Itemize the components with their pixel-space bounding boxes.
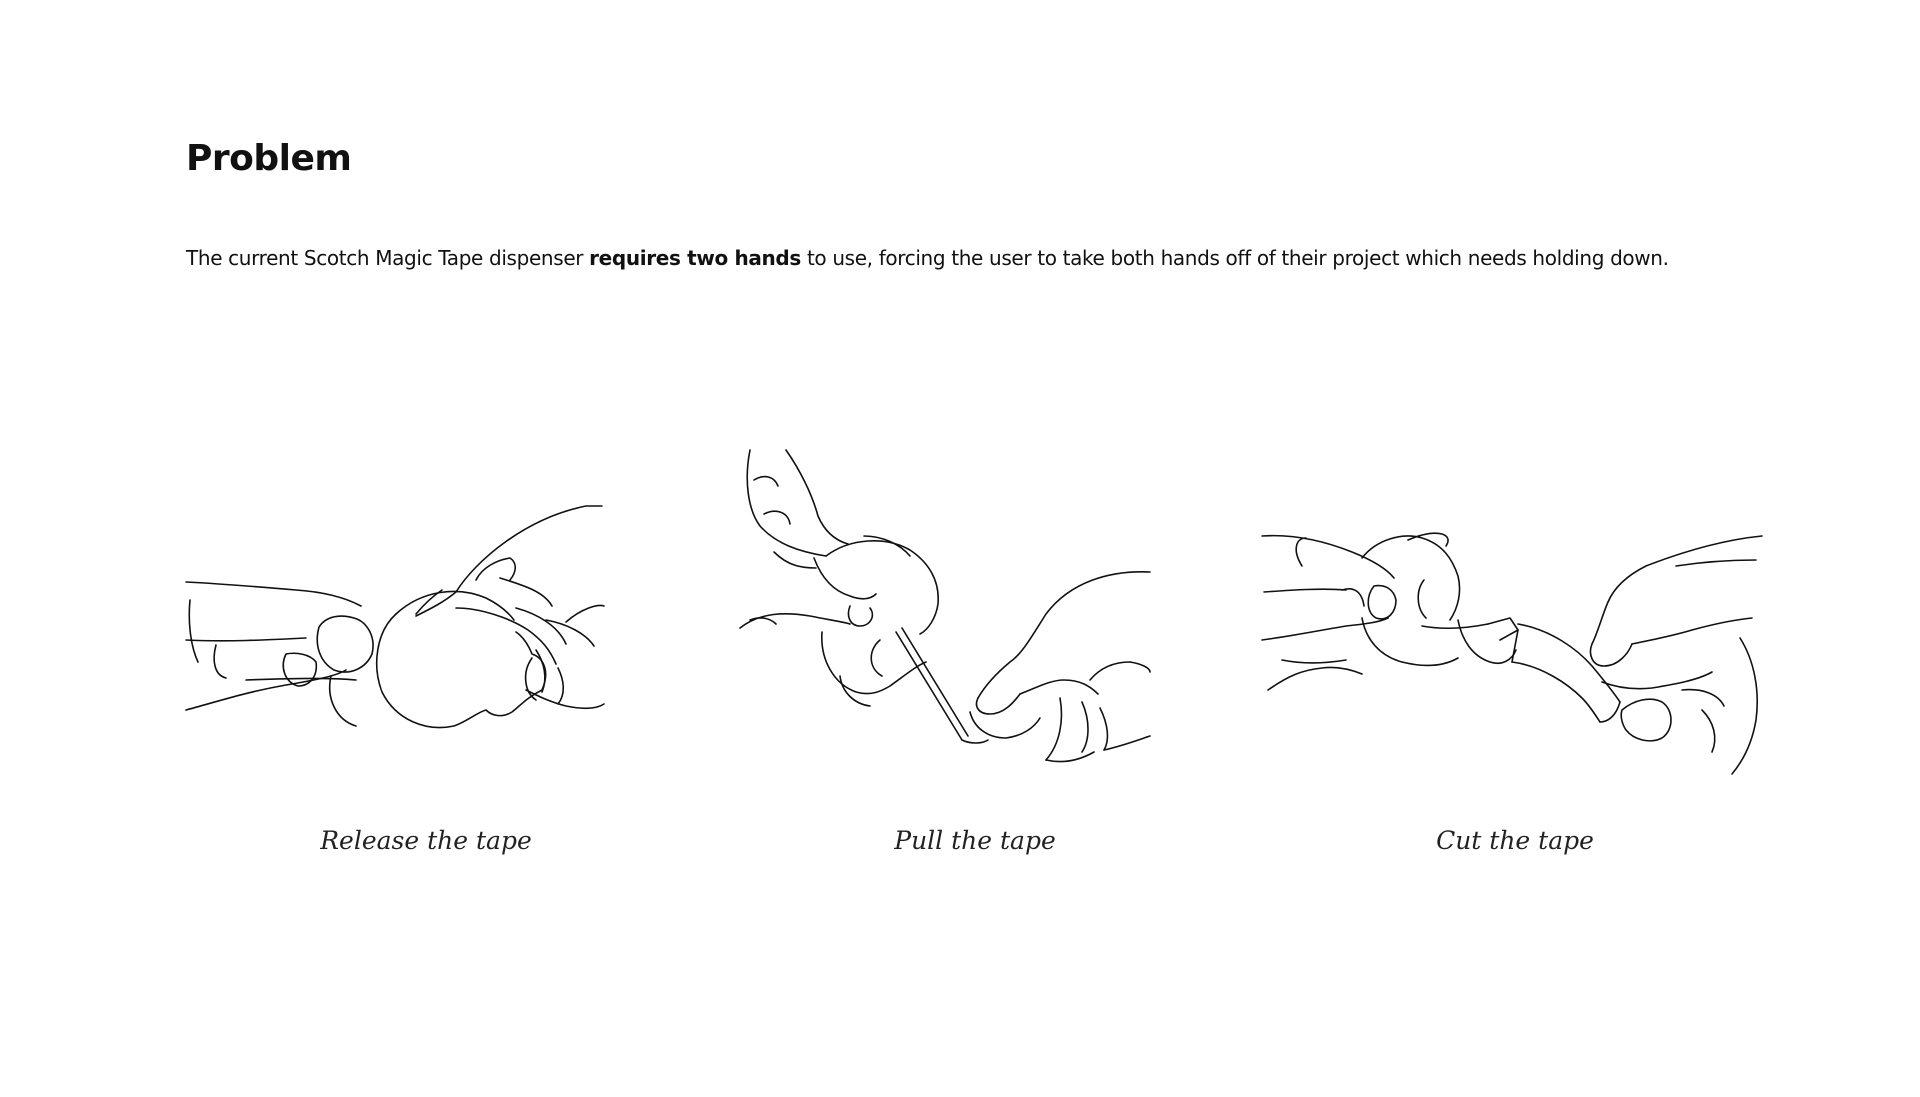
- page-title: Problem: [186, 138, 352, 179]
- step-pull: [730, 440, 1150, 780]
- step-release: [186, 440, 606, 740]
- description-tail: to use, forcing the user to take both hands off of their project which needs holding down.: [800, 246, 1669, 270]
- problem-description: [186, 246, 1669, 270]
- release-tape-illustration: [186, 440, 606, 740]
- step-caption-release: Release the tape: [320, 826, 532, 855]
- step-caption-pull: Pull the tape: [894, 826, 1056, 855]
- pull-tape-illustration: [730, 440, 1150, 780]
- description-lead: The current Scotch Magic Tape dispenser: [186, 246, 590, 270]
- step-cut: [1262, 440, 1762, 780]
- description-emphasis: requires two hands: [589, 246, 801, 270]
- cut-tape-illustration: [1262, 440, 1762, 780]
- step-caption-cut: Cut the tape: [1436, 826, 1594, 855]
